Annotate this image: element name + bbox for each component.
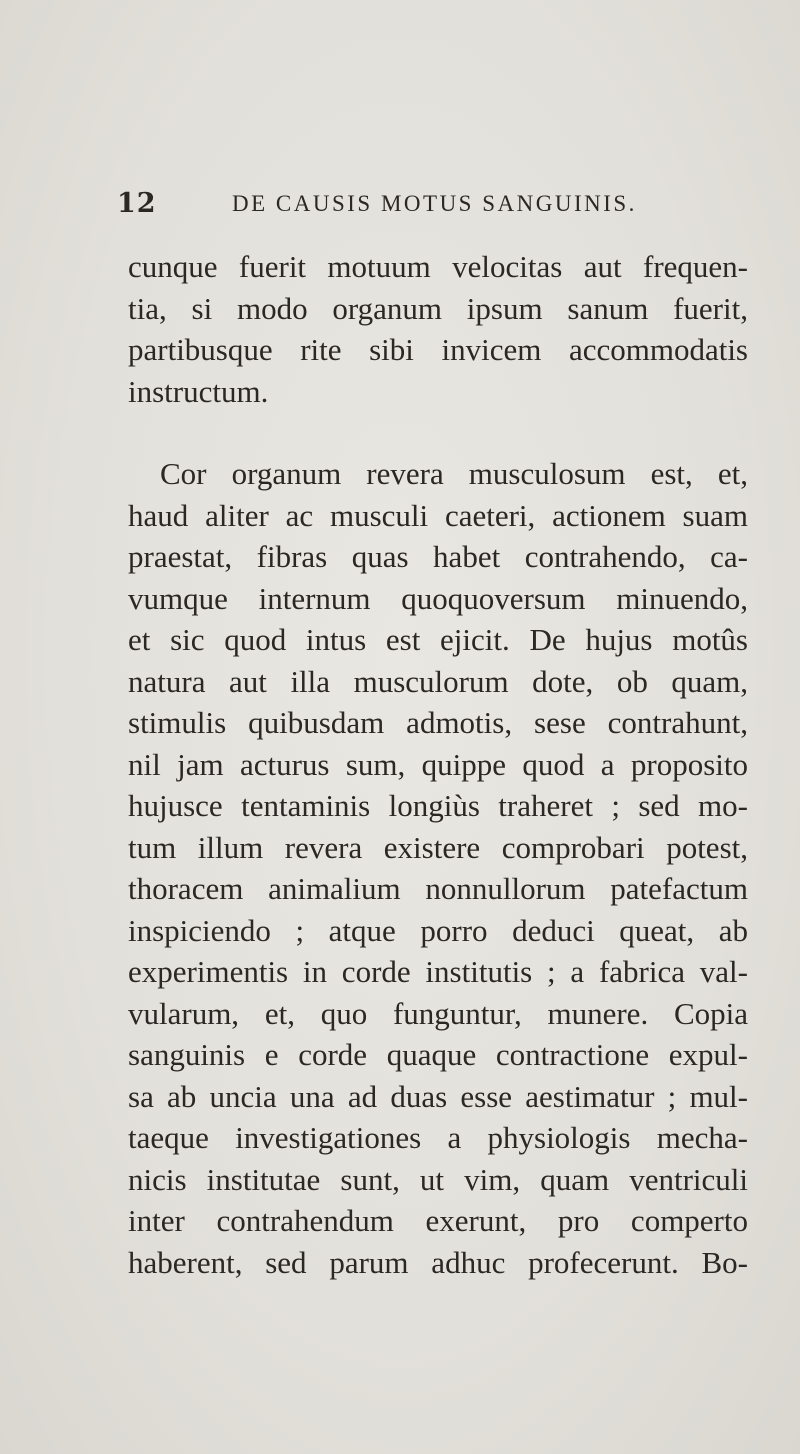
- text-line: praestat, fibras quas habet contrahendo, ca-: [128, 539, 748, 574]
- text-line: inspiciendo ; atque porro deduci queat, ab: [128, 912, 748, 948]
- text-line: experimentis in corde institutis ; a fabrica val-: [128, 954, 748, 989]
- text-line: haberent, sed parum adhuc profecerunt. Bo-: [128, 1244, 748, 1280]
- text-line: tia, si modo organum ipsum sanum fuerit,: [128, 290, 748, 326]
- body-text: [128, 246, 748, 1283]
- text-line: cunque fuerit motuum velocitas aut frequen-: [128, 249, 748, 284]
- text-line: nil jam acturus sum, quippe quod a proposito: [128, 746, 748, 782]
- paragraph-2: [128, 453, 748, 1283]
- text-line: tum illum revera existere comprobari potest,: [128, 829, 748, 865]
- text-line: vumque internum quoquoversum minuendo,: [128, 580, 748, 616]
- text-line: taeque investigationes a physiologis mecha-: [128, 1120, 748, 1155]
- text-line: sa ab uncia una ad duas esse aestimatur ; mul-: [128, 1078, 748, 1114]
- page-number: 12: [117, 188, 157, 219]
- text-line: partibusque rite sibi invicem accommodatis: [128, 332, 748, 367]
- running-head: [0, 188, 800, 228]
- text-line: vularum, et, quo funguntur, munere. Copia: [128, 995, 748, 1031]
- paragraph-gap: [128, 412, 748, 453]
- text-line: hujusce tentaminis longiùs traheret ; sed mo-: [128, 788, 748, 823]
- text-line: stimulis quibusdam admotis, sese contrahunt,: [128, 705, 748, 740]
- text-line: thoracem animalium nonnullorum patefactum: [128, 871, 748, 906]
- text-line: sanguinis e corde quaque contractione expul-: [128, 1037, 748, 1072]
- running-title: DE CAUSIS MOTUS SANGUINIS.: [232, 191, 637, 216]
- text-line: et sic quod intus est ejicit. De hujus motûs: [128, 622, 748, 657]
- text-line: nicis institutae sunt, ut vim, quam ventriculi: [128, 1161, 748, 1197]
- text-line: haud aliter ac musculi caeteri, actionem suam: [128, 497, 748, 533]
- text-line: inter contrahendum exerunt, pro comperto: [128, 1203, 748, 1238]
- text-line: instructum.: [128, 373, 269, 409]
- paragraph-1: [128, 246, 748, 412]
- text-line: natura aut illa musculorum dote, ob quam,: [128, 663, 748, 699]
- text-line: Cor organum revera musculosum est, et,: [160, 456, 748, 491]
